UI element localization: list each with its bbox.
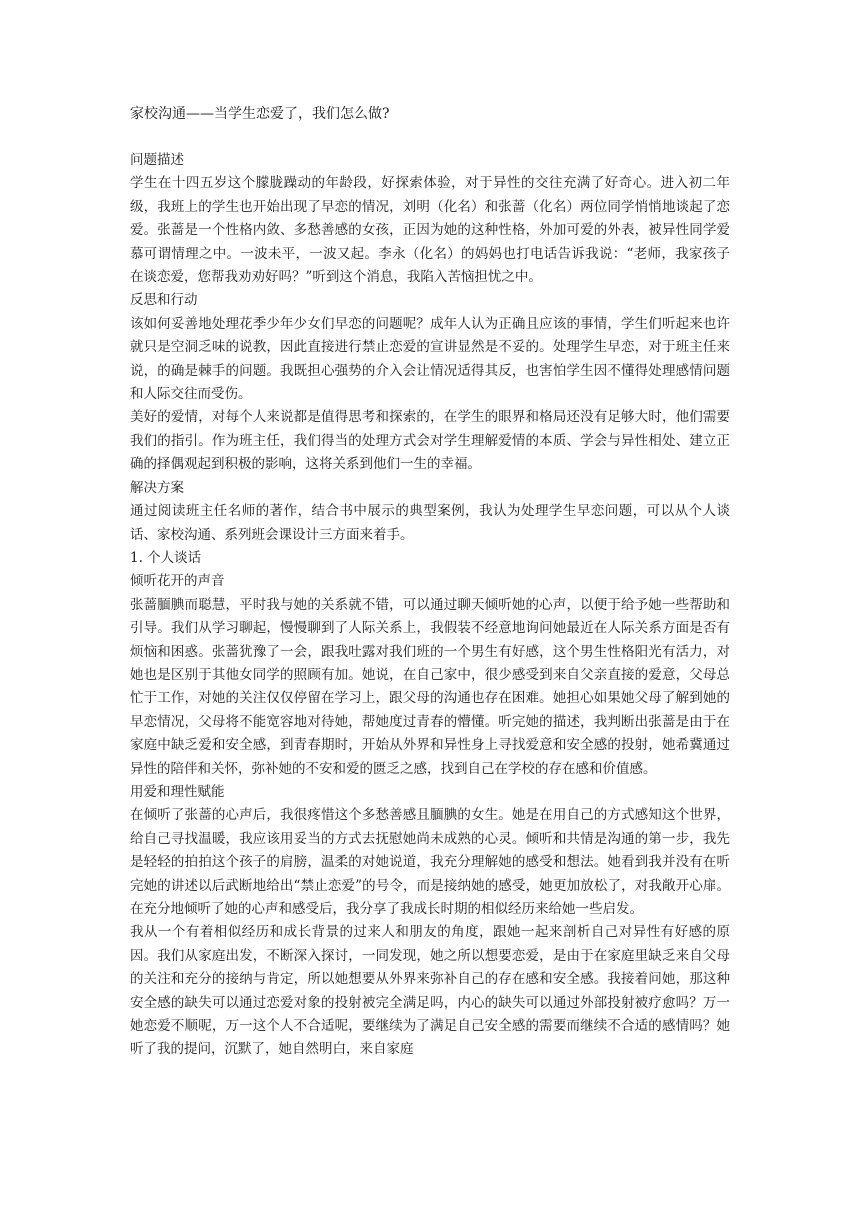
para-problem-description: 学生在十四五岁这个朦胧躁动的年龄段，好探索体验，对于异性的交往充满了好奇心。进入初二年级，我班上的学生也开始出现了早恋的情况，刘明（化名）和张蔷（化名）两位同学悄悄地谈起了恋爱。张蔷是一个性格内敛、多愁善感的女孩，正因为她的这种性格，外加可爱的外表，被异性同学爱慕可谓情理之中。一波未平，一波又起。李永（化名）的妈妈也打电话告诉我说：“老师，我家孩子在谈恋爱，您帮我劝劝好吗？”听到这个消息，我陷入苦恼担忧之中。 bbox=[130, 175, 730, 286]
para-solution: 通过阅读班主任名师的著作，结合书中展示的典型案例，我认为处理学生早恋问题，可以从个人谈话、家校沟通、系列班会课设计三方面来着手。 bbox=[130, 503, 730, 543]
blank-line bbox=[130, 125, 730, 149]
heading-love-reason: 用爱和理性赋能 bbox=[130, 783, 225, 800]
heading-listen: 倾听花开的声音 bbox=[130, 573, 225, 590]
heading-reflection-action: 反思和行动 bbox=[130, 292, 198, 309]
para-reflection-1: 该如何妥善地处理花季少年少女们早恋的问题呢？成年人认为正确且应该的事情，学生们听起来也许就只是空洞乏味的说教，因此直接进行禁止恋爱的宣讲显然是不妥的。处理学生早恋，对于班主任来说，的确是棘手的问题。我既担心强势的介入会让情况适得其反，也害怕学生因不懂得处理感情问题和人际交往而受伤。 bbox=[130, 315, 730, 403]
heading-problem-description: 问题描述 bbox=[130, 152, 184, 168]
para-listen: 张蔷腼腆而聪慧，平时我与她的关系就不错，可以通过聊天倾听她的心声，以便于给予她一些帮助和引导。我们从学习聊起，慢慢聊到了人际关系上，我假装不经意地询问她最近在人际关系方面是否有烦恼和困惑。张蔷犹豫了一会，跟我吐露对我们班的一个男生有好感，这个男生性格阳光有活力，对她也是区别于其他女同学的照顾有加。她说，在自己家中，很少感受到来自父亲直接的爱意，父母总忙于工作，对她的关注仅仅停留在学习上，跟父母的沟通也存在困难。她担心如果她父母了解到她的早恋情况，父母将不能宽容地对待她，帮她度过青春的懵懂。听完她的描述，我判断出张蔷是由于在家庭中缺乏爱和安全感，到青春期时，开始从外界和异性身上寻找爱意和安全感的投射，她希冀通过异性的陪伴和关怀，弥补她的不安和爱的匮乏之感，找到自己在学校的存在感和价值感。 bbox=[130, 596, 730, 777]
para-reflection-2: 美好的爱情，对每个人来说都是值得思考和探索的，在学生的眼界和格局还没有足够大时，他们需要我们的指引。作为班主任，我们得当的处理方式会对学生理解爱情的本质、学会与异性相处、建立正确的择偶观起到积极的影响，这将关系到他们一生的幸福。 bbox=[130, 409, 730, 473]
para-love-reason-1: 在倾听了张蔷的心声后，我很疼惜这个多愁善感且腼腆的女生。她是在用自己的方式感知这个世界，给自己寻找温暖，我应该用妥当的方式去抚慰她尚未成熟的心灵。倾听和共情是沟通的第一步，我先是轻轻的拍拍这个孩子的肩膀，温柔的对她说道，我充分理解她的感受和想法。她看到我并没有在听完她的讲述以后武断地给出“禁止恋爱”的号令，而是接纳她的感受，她更加放松了，对我敞开心扉。在充分地倾听了她的心声和感受后，我分享了我成长时期的相似经历来给她一些启发。 bbox=[130, 807, 730, 917]
document-page bbox=[130, 104, 730, 1062]
heading-solution: 解决方案 bbox=[130, 479, 184, 496]
document-body bbox=[130, 149, 730, 1062]
heading-personal-talk: 1. 个人谈话 bbox=[130, 549, 202, 566]
para-love-reason-2: 我从一个有着相似经历和成长背景的过来人和朋友的角度，跟她一起来剖析自己对异性有好感的原因。我们从家庭出发，不断深入探讨，一同发现，她之所以想要恋爱，是由于在家庭里缺乏来自父母的关注和充分的接纳与肯定，所以她想要从外界来弥补自己的存在感和安全感。我接着问她，那这种安全感的缺失可以通过恋爱对象的投射被完全满足吗，内心的缺失可以通过外部投射被疗愈吗？万一她恋爱不顺呢，万一这个人不合适呢，要继续为了满足自己安全感的需要而继续不合适的感情吗？她听了我的提问，沉默了，她自然明白，来自家庭 bbox=[130, 924, 730, 1058]
document-title: 家校沟通——当学生恋爱了，我们怎么做? bbox=[130, 106, 390, 122]
